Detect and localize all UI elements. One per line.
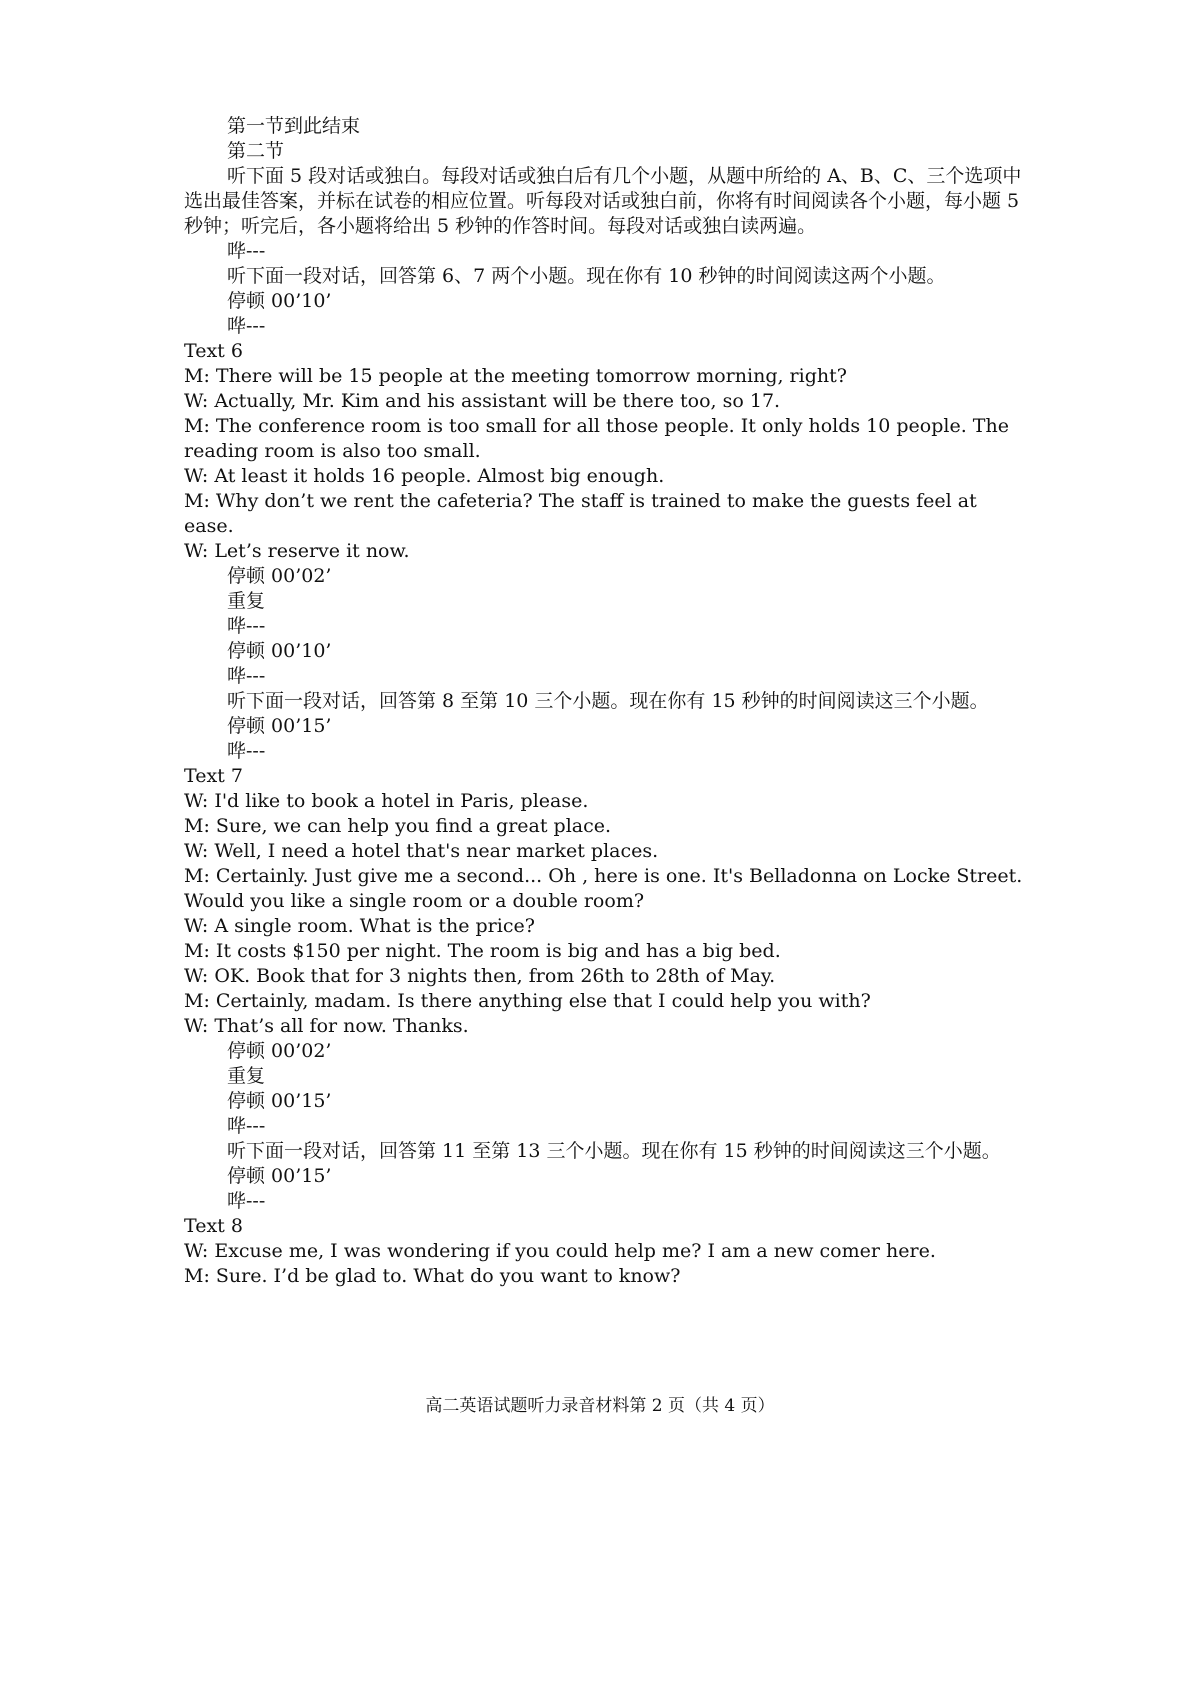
document-body bbox=[184, 114, 1024, 1289]
document-line: W: OK. Book that for 3 nights then, from 26th to 28th of May. bbox=[184, 965, 776, 987]
document-line: 第一节到此结束 bbox=[227, 115, 361, 137]
document-line: 听下面一段对话，回答第 8 至第 10 三个小题。现在你有 15 秒钟的时间阅读这三个小题。 bbox=[227, 690, 989, 712]
document-line: W: Actually, Mr. Kim and his assistant will be there too, so 17. bbox=[184, 390, 781, 412]
document-line: W: A single room. What is the price? bbox=[184, 915, 535, 937]
document-line: Text 7 bbox=[184, 765, 243, 787]
document-line: 听下面一段对话，回答第 6、7 两个小题。现在你有 10 秒钟的时间阅读这两个小题。 bbox=[227, 265, 946, 287]
document-line: W: I'd like to book a hotel in Paris, please. bbox=[184, 790, 589, 812]
document-line: M: Sure. I’d be glad to. What do you want to know? bbox=[184, 1265, 681, 1287]
document-line: W: At least it holds 16 people. Almost big enough. bbox=[184, 465, 665, 487]
document-line: 哗--- bbox=[227, 1190, 266, 1212]
document-line: 哗--- bbox=[227, 665, 266, 687]
document-line: 停顿 00’10’ bbox=[227, 290, 332, 312]
document-line: M: There will be 15 people at the meeting tomorrow morning, right? bbox=[184, 365, 847, 387]
document-line: 哗--- bbox=[227, 1115, 266, 1137]
document-line: 哗--- bbox=[227, 315, 266, 337]
document-line: M: It costs $150 per night. The room is big and has a big bed. bbox=[184, 940, 781, 962]
document-line: W: Excuse me, I was wondering if you could help me? I am a new comer here. bbox=[184, 1240, 936, 1262]
document-line: 听下面 5 段对话或独白。每段对话或独白后有几个小题，从题中所给的 A、B、C、三个选项中选出最佳答案，并标在试卷的相应位置。听每段对话或独白前，你将有时间阅读各个小题，每小题 5 秒钟；听完后，各小题将给出 5 秒钟的作答时间。每段对话或独白读两遍。 bbox=[184, 165, 1022, 237]
document-line: M: The conference room is too small for all those people. It only holds 10 people. The reading room is also too small. bbox=[184, 415, 1009, 462]
document-line: W: That’s all for now. Thanks. bbox=[184, 1015, 469, 1037]
document-line: W: Well, I need a hotel that's near market places. bbox=[184, 840, 659, 862]
document-line: 哗--- bbox=[227, 615, 266, 637]
document-line: 停顿 00’15’ bbox=[227, 1090, 332, 1112]
document-line: 第二节 bbox=[227, 140, 285, 162]
document-line: 停顿 00’02’ bbox=[227, 565, 332, 587]
document-line: 停顿 00’02’ bbox=[227, 1040, 332, 1062]
document-line: 哗--- bbox=[227, 740, 266, 762]
document-line: Text 6 bbox=[184, 340, 243, 362]
document-line: W: Let’s reserve it now. bbox=[184, 540, 410, 562]
document-line: M: Why don’t we rent the cafeteria? The staff is trained to make the guests feel at ease. bbox=[184, 490, 977, 537]
document-line: 哗--- bbox=[227, 240, 266, 262]
document-line: 听下面一段对话，回答第 11 至第 13 三个小题。现在你有 15 秒钟的时间阅读这三个小题。 bbox=[227, 1140, 1001, 1162]
document-line: 重复 bbox=[227, 590, 266, 612]
document-line: M: Certainly. Just give me a second... Oh , here is one. It's Belladonna on Locke Street. Would you like a single room or a double room? bbox=[184, 865, 1023, 912]
document-line: M: Certainly, madam. Is there anything else that I could help you with? bbox=[184, 990, 871, 1012]
document-line: 重复 bbox=[227, 1065, 266, 1087]
document-line: Text 8 bbox=[184, 1215, 243, 1237]
document-line: 停顿 00’15’ bbox=[227, 715, 332, 737]
page-footer: 高二英语试题听力录音材料第 2 页（共 4 页） bbox=[425, 1396, 775, 1416]
document-line: 停顿 00’15’ bbox=[227, 1165, 332, 1187]
document-line: M: Sure, we can help you find a great place. bbox=[184, 815, 612, 837]
document-line: 停顿 00’10’ bbox=[227, 640, 332, 662]
